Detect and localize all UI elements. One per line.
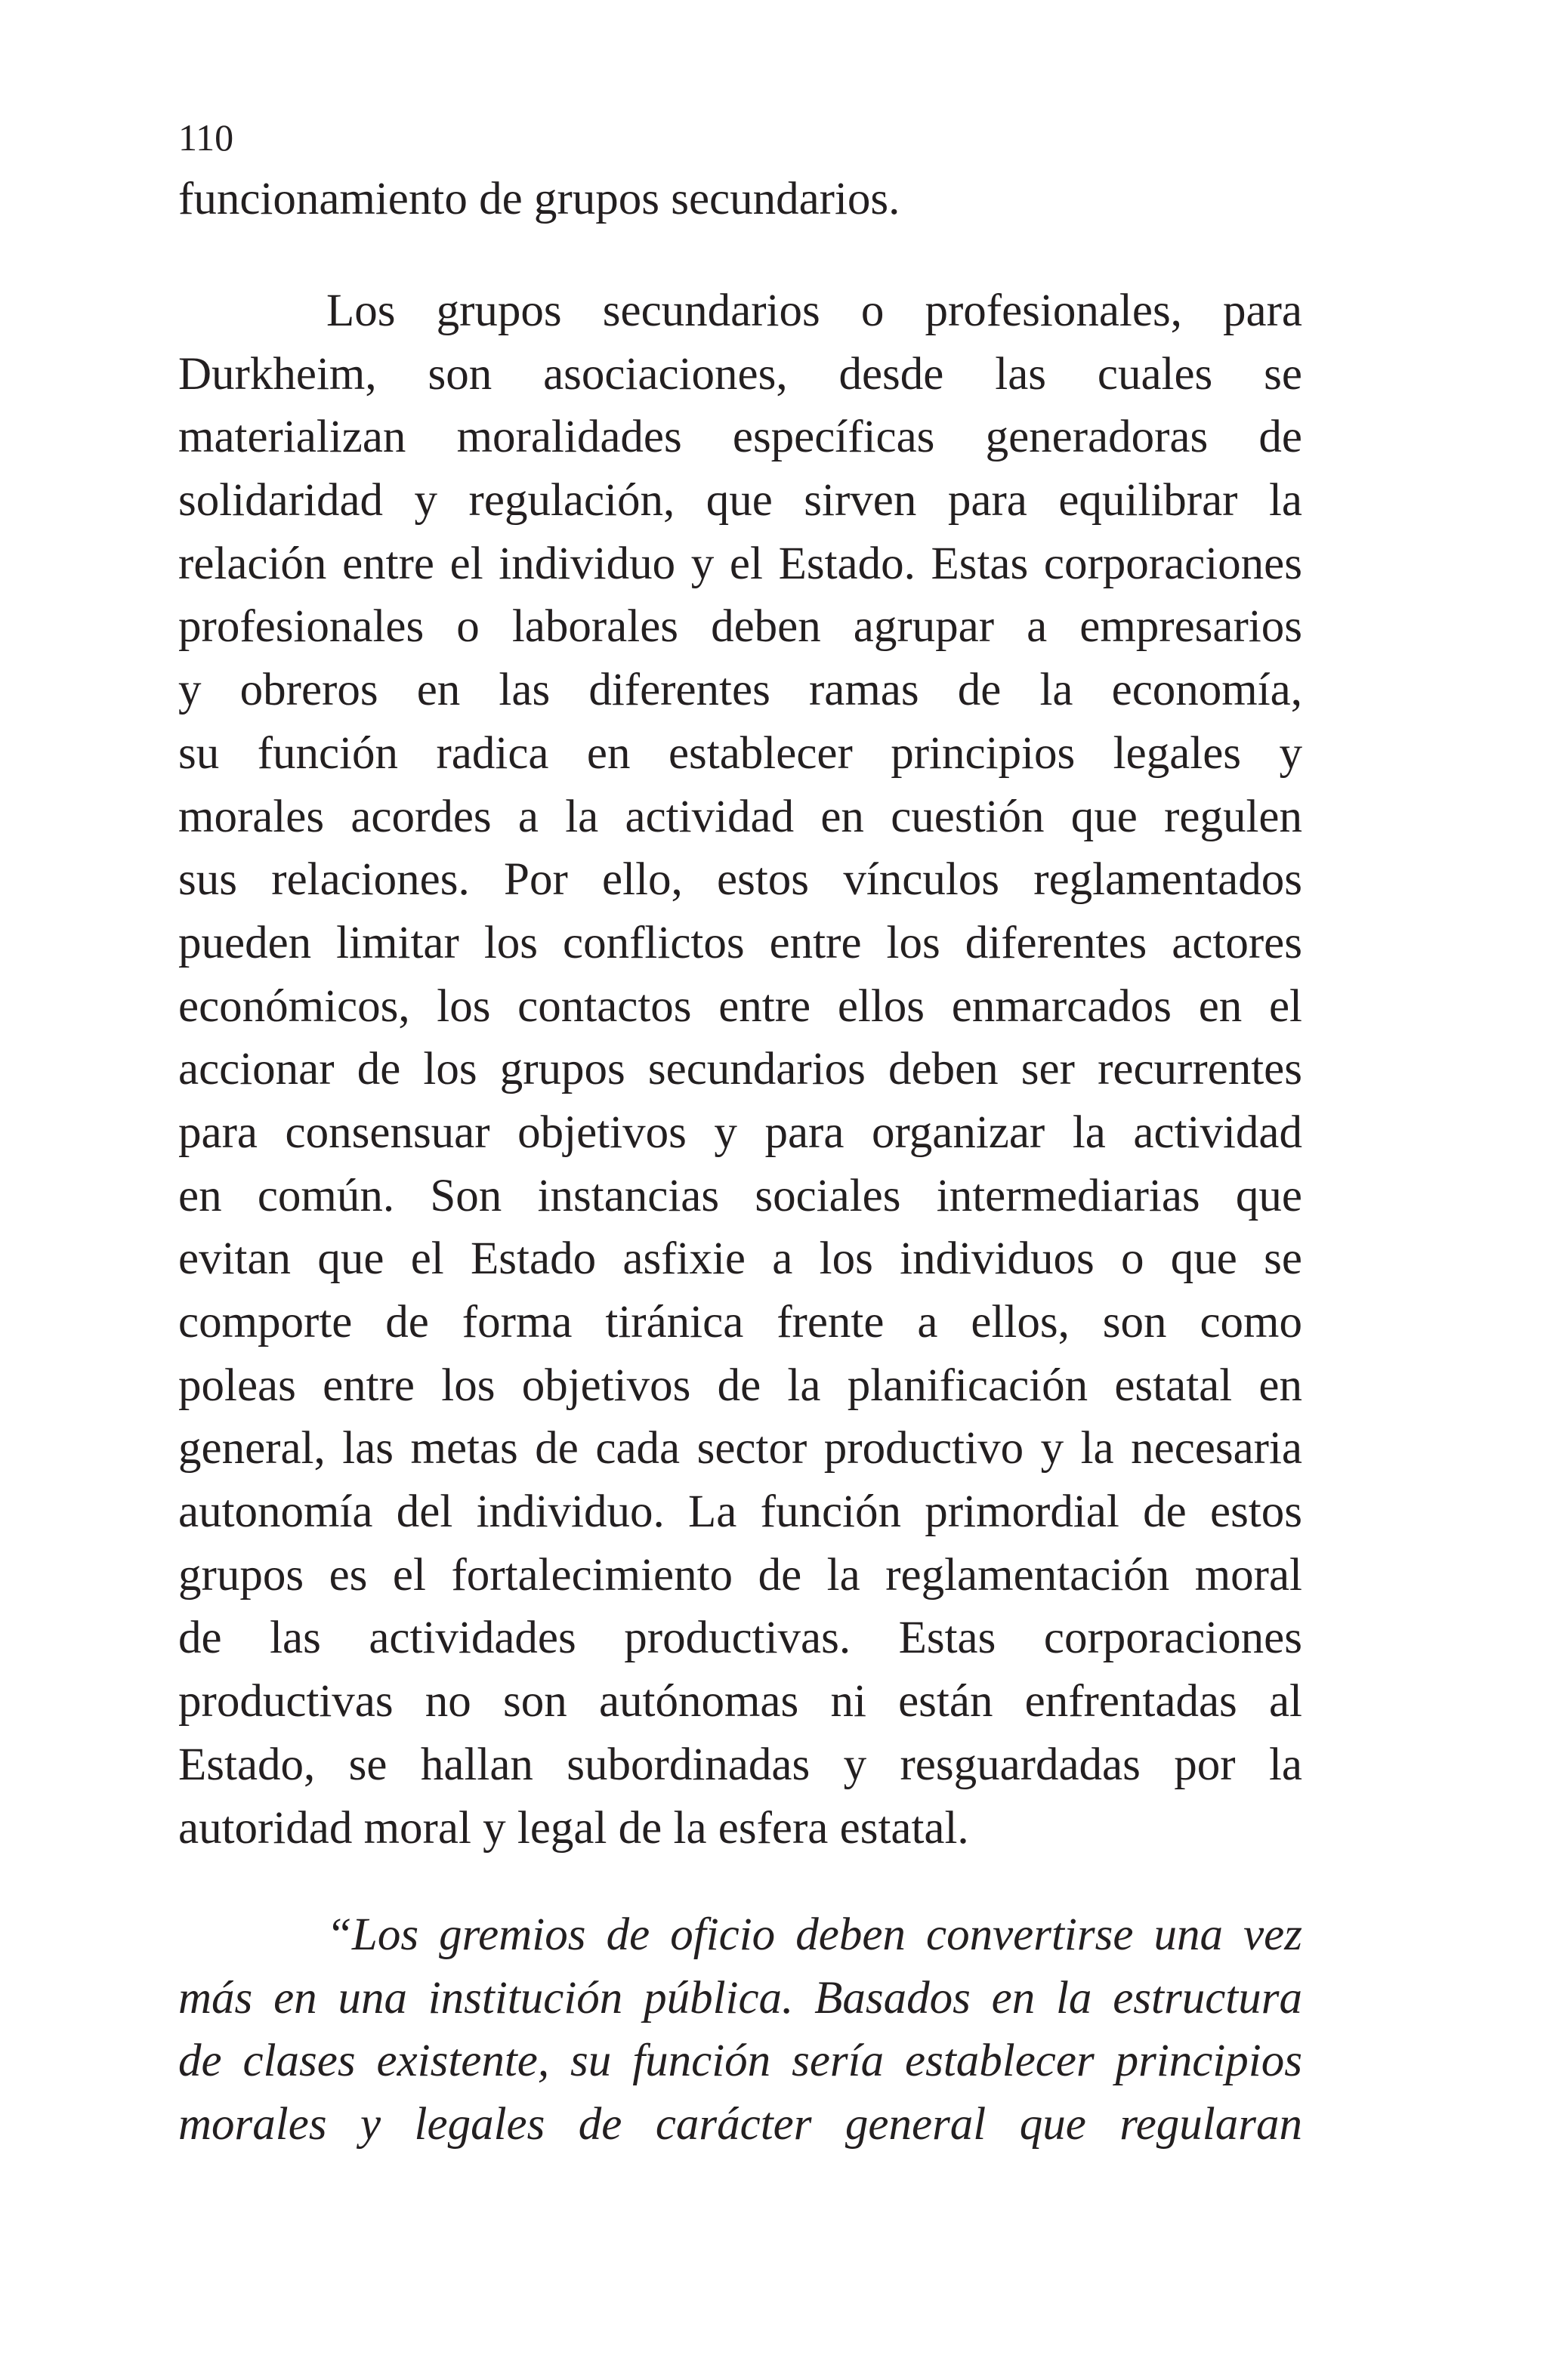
text-line: materializan moralidades específicas generadoras de [178,412,1302,463]
text-line: relación entre el individuo y el Estado. Estas corporaciones [178,538,1302,589]
text-line: evitan que el Estado asfixie a los individuos o que se [178,1233,1302,1285]
text-line: solidaridad y regulación, que sirven para equilibrar la [178,475,1302,526]
text-line: para consensuar objetivos y para organizar la actividad [178,1107,1302,1158]
text-line: en común. Son instancias sociales intermediarias que [178,1170,1302,1221]
text-line: autonomía del individuo. La función primordial de estos [178,1486,1302,1538]
block-quote [178,1903,1302,2156]
text-line: de las actividades productivas. Estas corporaciones [178,1613,1302,1664]
text-line: morales acordes a la actividad en cuestión que regulen [178,791,1302,842]
text-line: poleas entre los objetivos de la planificación estatal en [178,1360,1302,1411]
quote-line: morales y legales de carácter general que regularan [178,2099,1302,2150]
text-line: grupos es el fortalecimiento de la reglamentación moral [178,1549,1302,1601]
text-line: Estado, se hallan subordinadas y resguardadas por la [178,1739,1302,1790]
text-line: profesionales o laborales deben agrupar a empresarios [178,601,1302,653]
text-line: y obreros en las diferentes ramas de la economía, [178,665,1302,716]
text-line: productivas no son autónomas ni están enfrentadas al [178,1676,1302,1727]
text-line: Durkheim, son asociaciones, desde las cuales se [178,348,1302,400]
text-line: autoridad moral y legal de la esfera estatal. [178,1802,969,1854]
text-line: funcionamiento de grupos secundarios. [178,174,900,224]
quote-line: de clases existente, su función sería establecer principios [178,2036,1302,2087]
quote-line: más en una institución pública. Basados en la estructura [178,1972,1302,2023]
text-line: general, las metas de cada sector productivo y la necesaria [178,1423,1302,1474]
quote-line: “Los gremios de oficio deben convertirse una vez [326,1909,1302,1960]
text-line: sus relaciones. Por ello, estos vínculos reglamentados [178,854,1302,906]
text-line: comporte de forma tiránica frente a ellos, son como [178,1297,1302,1347]
text-line: Los grupos secundarios o profesionales, para [326,286,1302,336]
text-line: su función radica en establecer principios legales y [178,727,1302,779]
page-number: 110 [178,116,234,159]
text-line: accionar de los grupos secundarios deben ser recurrentes [178,1044,1302,1095]
text-line: económicos, los contactos entre ellos enmarcados en el [178,980,1302,1032]
text-line: pueden limitar los conflictos entre los diferentes actores [178,917,1302,968]
body-paragraph [178,279,1302,1860]
continuation-text [178,168,1302,231]
